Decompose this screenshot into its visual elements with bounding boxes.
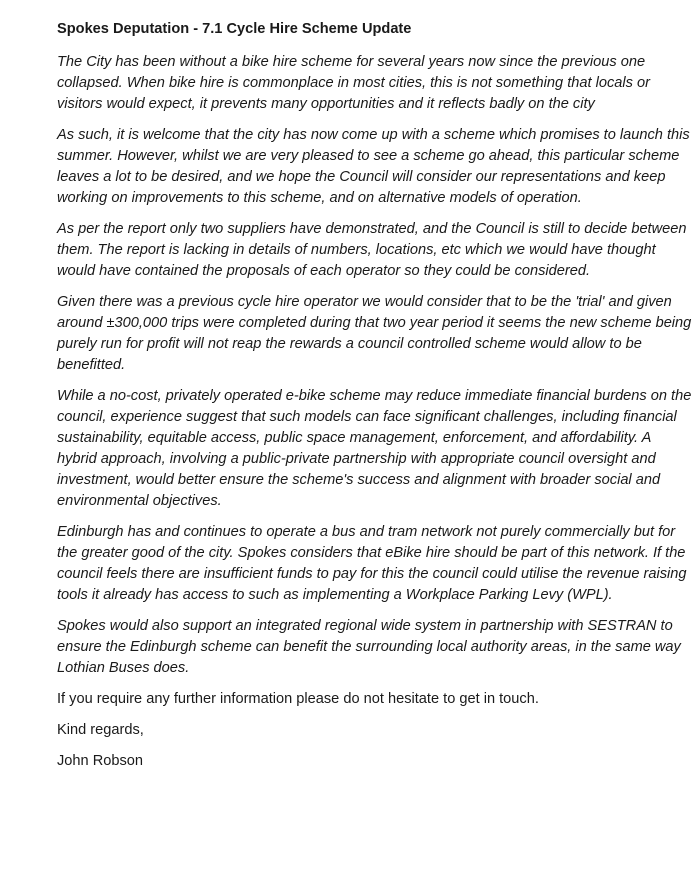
closing-line: If you require any further information please do not hesitate to get in touch. xyxy=(57,691,539,707)
signature-name: John Robson xyxy=(57,753,144,769)
paragraph-edinburgh-network: Edinburgh has and continues to operate a bus and tram network not purely commercially but for the greater good of the city. Spokes considers that eBike hire should be part of this network. If the council feels there are insufficient funds to pay for this the council could utilise the revenue raising tools it already has access to such as implementing a Workplace Parking Levy (WPL). xyxy=(57,524,687,603)
paragraph-suppliers: As per the report only two suppliers have demonstrated, and the Council is still to decide between them. The report is lacking in details of numbers, locations, etc which we would have thought would have contained the proposals of each operator so they could be considered. xyxy=(57,221,687,279)
document-title: Spokes Deputation - 7.1 Cycle Hire Scheme Update xyxy=(57,21,412,37)
paragraph-hybrid-approach: While a no-cost, privately operated e-bike scheme may reduce immediate financial burdens on the council, experience suggest that such models can face significant challenges, including financial sustainability, equitable access, public space management, enforcement, and affordability. A hybrid approach, involving a public-private partnership with appropriate council oversight and investment, would better ensure the scheme's success and alignment with broader social and environmental objectives. xyxy=(57,388,692,509)
sign-off: Kind regards, xyxy=(57,722,144,738)
paragraph-previous-operator: Given there was a previous cycle hire operator we would consider that to be the 'trial' and given around ±300,000 trips were completed during that two year period it seems the new scheme being purely run for profit will not reap the rewards a council controlled scheme would allow to be benefitted. xyxy=(57,294,692,373)
paragraph-welcome-scheme: As such, it is welcome that the city has now come up with a scheme which promises to launch this summer. However, whilst we are very pleased to see a scheme go ahead, this particular scheme leaves a lot to be desired, and we hope the Council will consider our representations and keep working on improvements to this scheme, and on alternative models of operation. xyxy=(57,127,690,206)
document-page xyxy=(57,19,693,782)
paragraph-no-scheme: The City has been without a bike hire scheme for several years now since the previous one collapsed. When bike hire is commonplace in most cities, this is not something that locals or visitors would expect, it prevents many opportunities and it reflects badly on the city xyxy=(57,54,650,112)
paragraph-regional-system: Spokes would also support an integrated regional wide system in partnership with SESTRAN to ensure the Edinburgh scheme can benefit the surrounding local authority areas, in the same way Lothian Buses does. xyxy=(57,618,681,676)
